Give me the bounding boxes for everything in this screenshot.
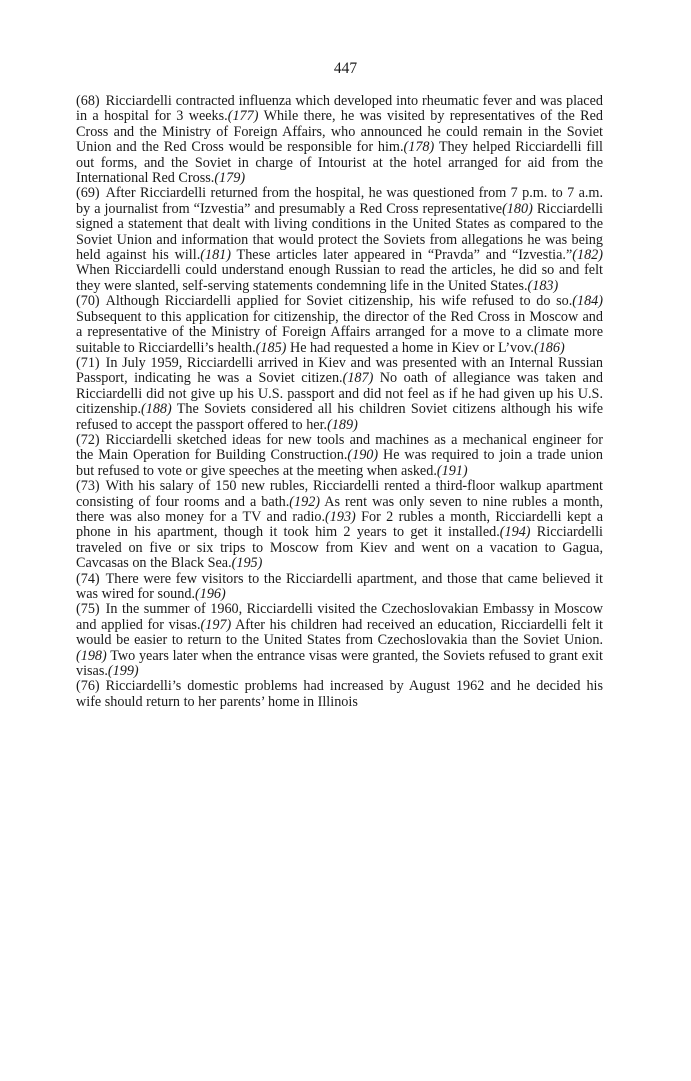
citation-reference: (189) xyxy=(327,416,358,433)
paragraph xyxy=(76,94,603,186)
paragraph-text: Subsequent to this application for citizenship, the director of the Red Cross in Moscow and a representative of the Ministry of Foreign Affairs arranged for a move to a climate more suitable to Ricciardelli’s health. xyxy=(76,308,603,356)
citation-reference: (186) xyxy=(533,339,565,356)
paragraph-text: He had requested a home in Kiev or L’vov. xyxy=(286,339,534,356)
paragraph-text: Ricciardelli signed a statement that dealt with living conditions in the United States as compared to the Soviet Union and information that would protect the Soviets from allegations he was being held against his will. xyxy=(76,200,603,264)
paragraph-text: Ricciardelli sketched ideas for new tools and machines as a mechanical engineer for the Main Operation for Building Construction. xyxy=(76,431,603,464)
paragraph-text: In the summer of 1960, Ricciardelli visited the Czechoslovakian Embassy in Moscow and applied for visas. xyxy=(76,601,603,633)
paragraph xyxy=(76,186,603,294)
paragraph-text: Two years later when the entrance visas were granted, the Soviets refused to grant exit visas. xyxy=(76,647,603,680)
citation-reference: (182) xyxy=(572,247,603,264)
paragraph-text: In July 1959, Ricciardelli arrived in Kiev and was presented with an Internal Russian Passport, indicating he was a Soviet citizen. xyxy=(76,354,603,387)
citation-reference: (193) xyxy=(325,508,356,525)
paragraph-text: Ricciardelli traveled on five or six trips to Moscow from Kiev and went on a vacation to Gagua, Cavcasas on the Black Sea. xyxy=(76,524,603,572)
citation-reference: (190) xyxy=(347,447,379,464)
paragraph-text: While there, he was visited by representatives of the Red Cross and the Ministry of Foreign Affairs, who announced he could remain in the Soviet Union and the Red Cross would be responsible for him. xyxy=(76,108,603,156)
paragraph-number: (68) xyxy=(76,93,100,109)
paragraph-text: They helped Ricciardelli fill out forms, and the Soviet in charge of Intourist at the hotel arranged for aid from the International Red Cross. xyxy=(76,139,603,187)
citation-reference: (177) xyxy=(227,108,259,125)
citation-reference: (191) xyxy=(436,462,468,479)
paragraph xyxy=(76,294,603,356)
paragraph-number: (71) xyxy=(76,354,100,371)
paragraph-number: (74) xyxy=(76,570,100,587)
paragraph-number: (70) xyxy=(76,293,100,310)
paragraph xyxy=(76,356,603,433)
citation-reference: (180) xyxy=(502,200,533,217)
paragraph-number: (72) xyxy=(76,431,100,448)
paragraph-text: After his children had received an education, Ricciardelli felt it would be easier to return to the United States from Czechoslovakia than the Soviet Union. xyxy=(76,616,603,649)
paragraph-text: After Ricciardelli returned from the hospital, he was questioned from 7 p.m. to 7 a.m. by a journalist from “Izvestia” and presumably a Red Cross representative xyxy=(76,185,603,217)
citation-reference: (183) xyxy=(527,277,559,294)
citation-reference: (188) xyxy=(141,401,172,418)
paragraph-number: (73) xyxy=(76,478,100,495)
paragraph-text: He was required to join a trade union but refused to vote or give speeches at the meeting when asked. xyxy=(76,447,603,479)
paragraph-text: For 2 rubles a month, Ricciardelli kept a phone in his apartment, though it took him 2 years to get it installed. xyxy=(76,508,603,541)
paragraph-number: (69) xyxy=(76,185,100,202)
paragraph-number: (76) xyxy=(76,678,100,695)
citation-reference: (178) xyxy=(403,139,435,156)
citation-reference: (194) xyxy=(499,524,531,541)
paragraph-text: As rent was only seven to nine rubles a month, there was also money for a TV and radio. xyxy=(76,493,604,525)
citation-reference: (199) xyxy=(107,663,139,680)
paragraph xyxy=(76,572,603,603)
paragraph xyxy=(76,602,603,679)
page-number: 447 xyxy=(333,60,358,77)
paragraph xyxy=(76,433,603,479)
paragraph xyxy=(76,479,603,571)
paragraph-text: Ricciardelli’s domestic problems had increased by August 1962 and he decided his wife should return to her parents’ home in Illinois xyxy=(76,678,603,710)
citation-reference: (185) xyxy=(255,339,287,356)
citation-reference: (198) xyxy=(76,647,107,664)
paragraph-text: With his salary of 150 new rubles, Ricciardelli rented a third-floor walkup apartment consisting of four rooms and a bath. xyxy=(76,478,603,510)
citation-reference: (195) xyxy=(231,555,263,572)
paragraph-text: Ricciardelli contracted influenza which developed into rheumatic fever and was placed in a hospital for 3 weeks. xyxy=(76,93,603,125)
citation-reference: (184) xyxy=(572,293,603,310)
paragraph-text: When Ricciardelli could understand enough Russian to read the articles, he did so and felt they were slanted, self-serving statements condemning life in the United States. xyxy=(76,262,603,294)
citation-reference: (196) xyxy=(195,586,226,602)
citation-reference: (192) xyxy=(289,493,321,510)
body-text xyxy=(76,94,603,710)
citation-reference: (181) xyxy=(200,247,231,264)
paragraph-text: No oath of allegiance was taken and Ricciardelli did not give up his U.S. passport and did not feel as if he had given up his U.S. citizenship. xyxy=(76,370,604,418)
paragraph xyxy=(76,679,603,710)
citation-reference: (187) xyxy=(342,370,374,387)
citation-reference: (197) xyxy=(200,616,232,633)
citation-reference: (179) xyxy=(214,170,246,187)
paragraph-number: (75) xyxy=(76,601,100,618)
paragraph-text: These articles later appeared in “Pravda” and “Izvestia.” xyxy=(230,247,573,264)
paragraph-text: Although Ricciardelli applied for Soviet citizenship, his wife refused to do so. xyxy=(105,293,573,310)
paragraph-text: The Soviets considered all his children Soviet citizens although his wife refused to accept the passport offered to her. xyxy=(76,401,603,433)
paragraph-text: There were few visitors to the Ricciardelli apartment, and those that came believed it was wired for sound. xyxy=(76,570,603,602)
